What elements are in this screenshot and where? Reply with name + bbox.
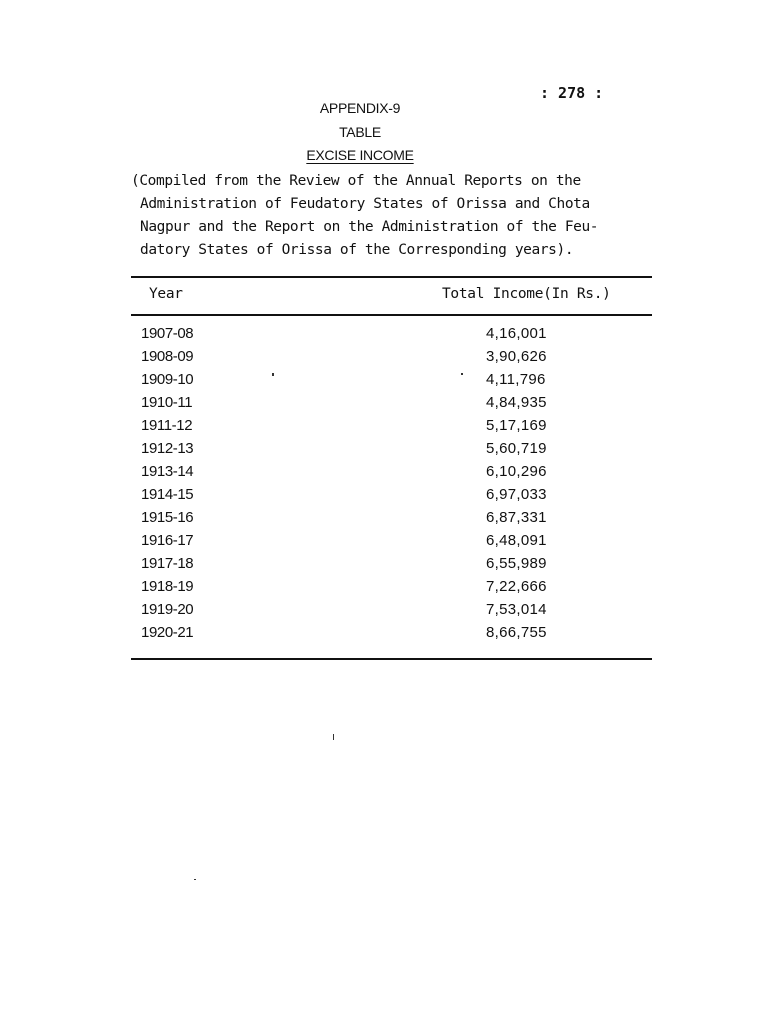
year-cell: 1914-15 xyxy=(141,486,194,503)
income-cell: 6,48,091 xyxy=(486,532,547,549)
year-cell: 1917-18 xyxy=(141,555,194,572)
income-cell: 6,10,296 xyxy=(486,463,547,480)
scan-speck xyxy=(461,373,463,375)
source-note xyxy=(131,170,651,262)
table-row xyxy=(141,368,651,391)
income-cell: 4,84,935 xyxy=(486,394,547,411)
income-cell: 7,22,666 xyxy=(486,578,547,595)
table-bottom-rule xyxy=(131,658,652,660)
year-cell: 1918-19 xyxy=(141,578,194,595)
year-cell: 1912-13 xyxy=(141,440,194,457)
table-row xyxy=(141,598,651,621)
year-cell: 1915-16 xyxy=(141,509,194,526)
column-header-year: Year xyxy=(149,286,183,302)
table-title-text: EXCISE INCOME xyxy=(306,147,414,163)
table-label: TABLE xyxy=(339,124,381,140)
source-note-line: Administration of Feudatory States of Orissa and Chota xyxy=(140,196,590,212)
table-row xyxy=(141,391,651,414)
year-cell: 1919-20 xyxy=(141,601,194,618)
income-cell: 8,66,755 xyxy=(486,624,547,641)
table-row xyxy=(141,345,651,368)
income-cell: 5,17,169 xyxy=(486,417,547,434)
year-cell: 1910-11 xyxy=(141,394,193,411)
year-cell: 1907-08 xyxy=(141,325,194,342)
table-row xyxy=(141,506,651,529)
year-cell: 1913-14 xyxy=(141,463,194,480)
scan-speck xyxy=(272,373,274,376)
year-cell: 1920-21 xyxy=(141,624,194,641)
income-cell: 5,60,719 xyxy=(486,440,547,457)
year-cell: 1911-12 xyxy=(141,417,193,434)
scan-speck xyxy=(333,734,334,740)
source-note-line: datory States of Orissa of the Corresponding years). xyxy=(140,242,574,258)
table-row xyxy=(141,414,651,437)
table-row xyxy=(141,460,651,483)
income-cell: 6,87,331 xyxy=(486,509,547,526)
income-cell: 6,97,033 xyxy=(486,486,547,503)
source-note-line: (Compiled from the Review of the Annual Reports on the xyxy=(131,173,581,189)
source-note-line: Nagpur and the Report on the Administration of the Feu- xyxy=(140,219,599,235)
table-row xyxy=(141,575,651,598)
income-cell: 7,53,014 xyxy=(486,601,547,618)
income-cell: 6,55,989 xyxy=(486,555,547,572)
year-cell: 1916-17 xyxy=(141,532,194,549)
income-cell: 3,90,626 xyxy=(486,348,547,365)
year-cell: 1908-09 xyxy=(141,348,194,365)
table-row xyxy=(141,621,651,644)
table-row xyxy=(141,322,651,345)
table-row xyxy=(141,552,651,575)
table-header-rule xyxy=(131,314,652,316)
appendix-heading: APPENDIX-9 xyxy=(319,100,401,116)
table-body xyxy=(141,322,651,644)
table-title xyxy=(0,147,720,163)
income-cell: 4,11,796 xyxy=(486,371,546,388)
page-number: : 278 : xyxy=(540,84,604,102)
table-top-rule xyxy=(131,276,652,278)
income-cell: 4,16,001 xyxy=(486,325,547,342)
year-cell: 1909-10 xyxy=(141,371,194,388)
table-row xyxy=(141,529,651,552)
column-header-income: Total Income(In Rs.) xyxy=(442,286,611,302)
table-row xyxy=(141,483,651,506)
scan-speck xyxy=(194,879,196,880)
table-row xyxy=(141,437,651,460)
